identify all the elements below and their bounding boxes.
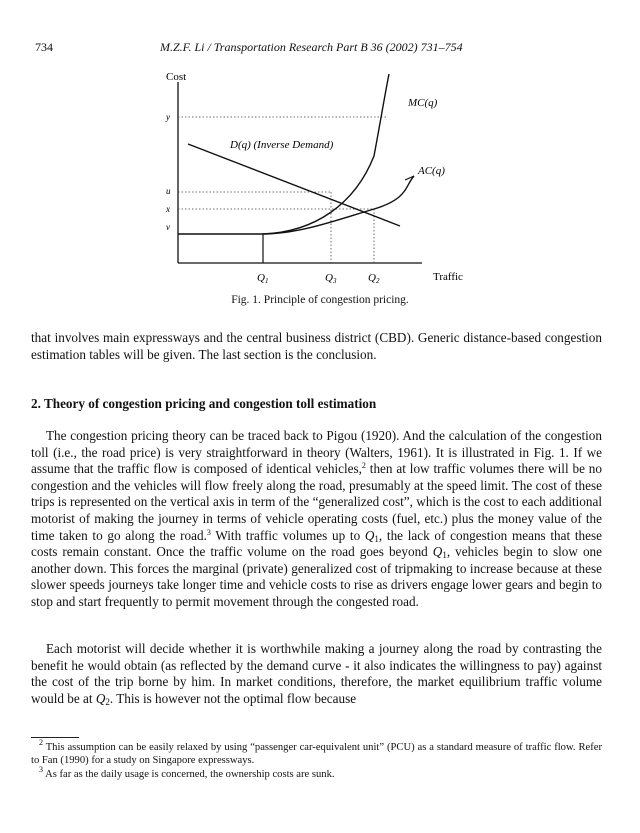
x-tick-q2: Q2 [368,272,380,285]
y-tick-x: x [166,204,170,214]
figure-caption: Fig. 1. Principle of congestion pricing. [231,294,409,306]
footnote-ref-3[interactable]: 3 [206,527,211,537]
footnote-2: $^2$ This assumption can be easily relaxed by using “passenger car-equivalent unit” (PCU) as a standard measure of traffic flow. Refer to Fan (1990) for a study on Singapore expressways. [31,738,602,767]
demand-label: D(q) (Inverse Demand) [230,139,334,151]
x-tick-q1: Q1 [257,272,269,285]
ac-label: AC(q) [418,165,445,177]
average-cost-curve [178,176,414,234]
congestion-pricing-figure [0,64,640,314]
y-axis-label: Cost [166,71,187,83]
y-tick-v: v [166,222,170,232]
page-number: 734 [35,40,53,54]
y-tick-u: u [166,186,171,196]
mc-label: MC(q) [408,97,438,109]
paragraph-2: Each motorist will decide whether it is worthwhile making a journey along the road by contrasting the benefit he would obtain (as reflected by the demand curve - it also indicates the willingness to pay) against the cost of the trip borne by him. In market conditions, therefore, the market equilibrium traffic volume would be at $Q_2$. This is however not the optimal flow because [31,641,602,707]
x-axis-label: Traffic [433,271,463,283]
running-header [0,40,640,58]
x-tick-q3: Q3 [325,272,337,285]
paragraph-1: The congestion pricing theory can be traced back to Pigou (1920). And the calculation of the congestion toll (i.e., the road price) is very straightforward in theory (Walters, 1961). It is illustrated in Fig. 1. If we assume that the traffic flow is composed of identical vehicles,$^2$ then at low traffic volumes there will be no congestion and the vehicles will flow freely along the road, presumably at the speed limit. The cost of these trips is represented on the vertical axis in term of the “generalized cost”, which is the cost to each additional motorist of making the journey in terms of vehicle operating costs (fuel, etc.) plus the money value of the time taken to go along the road.$^3$ With traffic volumes up to $Q_1$, the lack of congestion means that these costs remain constant. Once the traffic volume on the road goes beyond $Q_1$, vehicles begin to slow one another down. This forces the marginal (private) generalized cost of tripmaking to increase because at these slower speeds journeys take longer time and vehicle costs to rise as drivers engage lower gears and begin to stop and start frequently to permit movement through the congested road. [31,428,602,609]
footnote-ref-2[interactable]: 2 [361,461,366,471]
intro-paragraph: that involves main expressways and the central business district (CBD). Generic distance-based congestion estimation tables will be given. The last section is the conclusion. [31,330,602,362]
footnote-3: $^3$ As far as the daily usage is concerned, the ownership costs are sunk. [39,765,335,780]
y-tick-y: y [166,112,170,122]
journal-citation: M.Z.F. Li / Transportation Research Part B 36 (2002) 731–754 [160,40,463,54]
demand-curve [188,144,400,226]
section-heading: 2. Theory of congestion pricing and congestion toll estimation [31,396,377,411]
